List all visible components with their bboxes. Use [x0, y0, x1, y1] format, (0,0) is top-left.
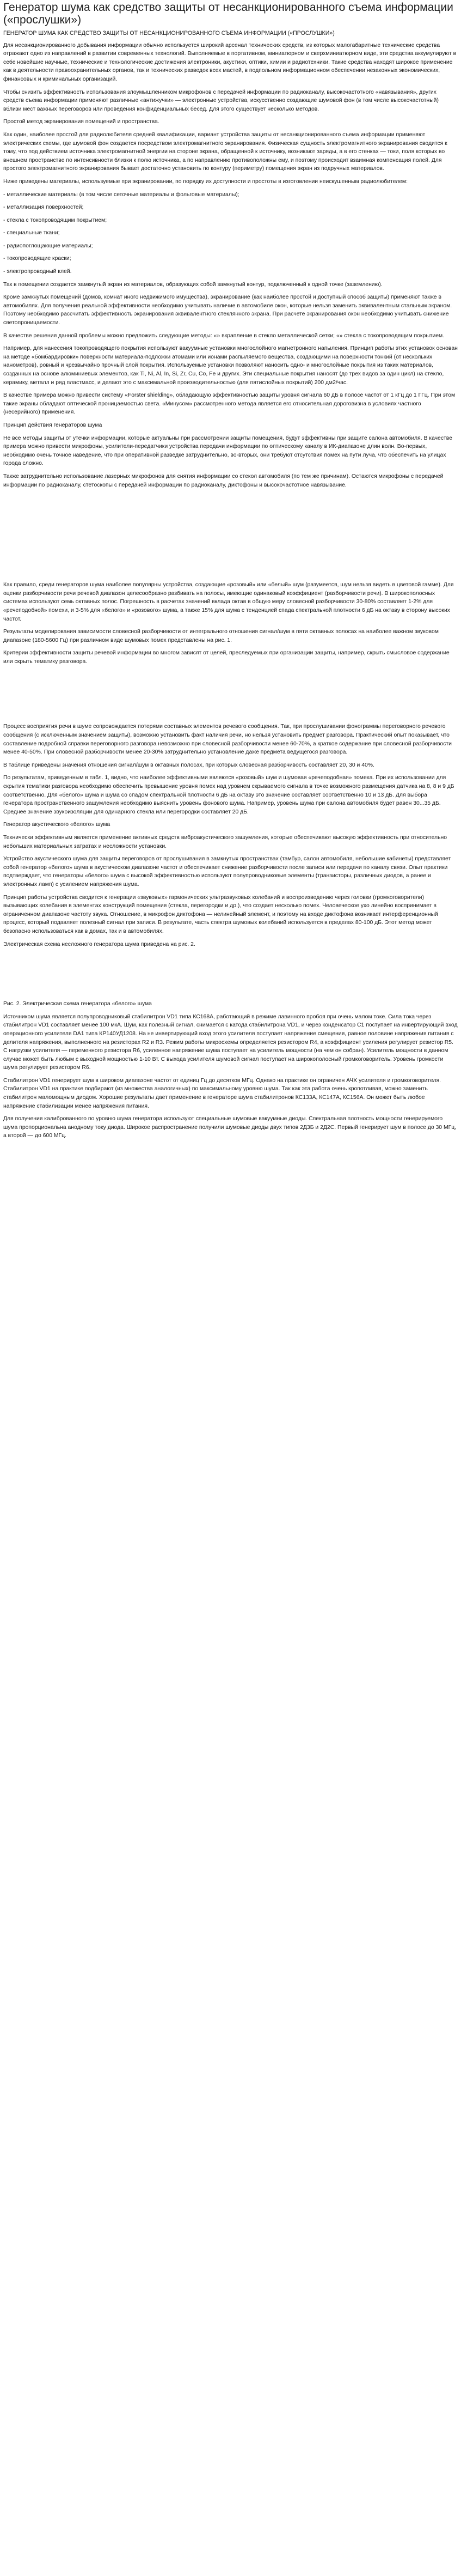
paragraph: Электрическая схема несложного генератора шума приведена на рис. 2. — [3, 941, 195, 947]
paragraph: В качестве примера можно привести систему «Forster shielding», обладающую эффективностью защиты уровня сигнала 60 дБ в полосе частот от 1 кГц до 1 ГГц. При этом такие экраны обладают оптической проницаемостью света. «Минусом» рассмотренного метода является его относительная дороговизна в условиях частного (несерийного) применения. — [3, 392, 456, 416]
paragraph: Технически эффективным является применение активных средств виброакустического зашумления, которые обеспечивают высокую эффективность при относительно небольших материальных затратах и несложности установки. — [3, 835, 447, 849]
paragraph: Например, для нанесения токопроводящего покрытия используют вакуумные установки многослойного магнетронного напыления. Принцип работы этих установок основан на методе «бомбардировки» поверхности материала-подложки атомами или ионами распыляемого вещества, создающими на поверхности тонкий (от нескольких нанометров), ровный и чрезвычайно прочный слой покрытия. Используемые установки позволяют наносить одно- и многослойные покрытия из таких материалов, созданных на основе алюминиевых элементов, как Ti, Ni, Al, In, Si, Zr, Cu, Co, Fe и других. Эти специальные покрытия наносят (до трех видов за один цикл) на стекло, керамику, металл и ряд пластмасс, и делают это с максимальной производительностью (для пятислойных покрытий) 200 дм2/час. — [3, 345, 458, 386]
paragraph: Процесс восприятия речи в шуме сопровождается потерями составных элементов речевого сообщения. Так, при прослушивании фонограммы переговорного речевого сообщения (с исключенным значением защиты), возможно установить факт наличия речи, но нельзя установить предмет разговора. Практический опыт показывает, что составление подробной справки переговорного разговора невозможно при словесной разборчивости менее 60-70%, а краткое содержание при словесной разборчивости менее 40-50%. При словесной разборчивости менее 20-30% затруднительно установление даже предмета ведущегося разговора. — [3, 724, 452, 756]
paragraph: - токопроводящие краски; — [3, 256, 71, 262]
paragraph: Ниже приведены материалы, используемые при экранировании, по порядку их доступности и простоты в изготовлении неискушенным радиолюбителем: — [3, 178, 408, 185]
paragraph: Как один, наиболее простой для радиолюбителя средней квалификации, вариант устройства защиты от несанкционированного съема информации применяют электрических схемы, где шумовой фон создается посредством электромагнитного экранирования. Физическая сущность электромагнитного экранирования сводится к тому, что под действием источника электромагнитной энергии на стороне экрана, обращенной к источнику, возникают заряды, а в его стенках — токи, поля которых во внешнем пространстве по интенсивности близки к полю источника, а по направлению противоположны ему, и поэтому происходит взаимная компенсация полей. Для простого электромагнитного экранирования бывает достаточно установить по контуру (периметру) помещения экран из подручных материалов. — [3, 131, 447, 172]
paragraph: Принцип работы устройства сводится к генерации «звуковых» гармонических ультразвуковых колебаний и воспроизведению через головки (громкоговорители) вызывающих колебания в элементах конструкций помещения (стекла, перегородки и др.), что создает несколько помех. Человеческое ухо линейно воспринимает в ограниченном диапазоне частоту звука. Отношение, в микрофон диктофона — нелинейный элемент, и поэтому на входе диктофона возникает интерференционный процесс, который подавляет полезный сигнал при записи. В результате, часть спектра шумовых колебаний используется в пределах 80-100 дБ. Этот метод может безопасно использоваться как в домах, так и в автомобилях. — [3, 894, 438, 934]
paragraph: Не все методы защиты от утечки информации, которые актуальны при рассмотрении защиты помещения, будут эффективны при защите салона автомобиля. В качестве примера можно привести микрофоны, усилители-передатчики устройства передачи информации по оптическому каналу в ИК-диапазоне длин волн. Во-первых, необходимо очень точное наведение, что при оперативной разведке затруднительно, во-вторых, они требуют отсутствия помех на пути луча, что обеспечить на улицах города сложно. — [3, 435, 452, 467]
paragraph: Рис. 2. Электрическая схема генератора «белого» шума — [3, 1001, 152, 1007]
article-subtitle: ГЕНЕРАТОР ШУМА КАК СРЕДСТВО ЗАЩИТЫ ОТ НЕСАНКЦИОНИРОВАННОГО СЪЕМА ИНФОРМАЦИИ («ПРОСЛУШКИ») — [3, 30, 335, 37]
paragraph: Устройство акустического шума для защиты переговоров от прослушивания в замкнутых пространствах (тамбур, салон автомобиля, небольшие кабинеты) представляет собой генератор «белого» шума в акустическом диапазоне частот и обеспечивает снижение разборчивости после записи или передачи по каналу связи. Опыт практики подтверждает, что генераторы «белого» шума с высокой эффективностью используют полупроводниковые элементы (транзисторы, различных диодов, а ранее и электронных ламп) с усилением напряжения шума. — [3, 856, 451, 888]
paragraph: Кроме замкнутых помещений (домов, комнат иного недвижимого имущества), экранирование (как наиболее простой и доступный способ защиты) применяют также в автомобилях. Для получения реальной эффективности необходимо учитывать наличие в автомобиле окон, которые нельзя заменить эквивалентным стальным экраном. Поэтому необходимо рассчитать эффективность экранирования эквивалентного стеклянного экрана. При расчете экранирования окон необходимо учитывать снижение светопроницаемости. — [3, 294, 452, 326]
paragraph: Чтобы снизить эффективность использования злоумышленником микрофонов с передачей информации по радиоканалу, высокочастотного «навязывания», других средств съема информации применяют различные «антижучки» — электронные устройства, искусственно создающие шумовой фон (в том числе высокочастотный) вблизи мест важных переговоров или проведения конфиденциальных бесед. Для этого существует несколько методов. — [3, 89, 439, 112]
section-heading: Принцип действия генераторов шума — [3, 422, 102, 428]
paragraph: - специальные ткани; — [3, 230, 60, 236]
blank-space — [3, 670, 458, 722]
paragraph: Так в помещении создается замкнутый экран из материалов, образующих собой замкнутый контур, подключенный к одной точке (заземлению). — [3, 281, 383, 288]
paragraph: Результаты моделирования зависимости словесной разборчивости от интегрального отношения сигнал/шум в пяти октавных полосах на наиболее важном звуковом диапазоне (180-5600 Гц) при различном виде шумовых помех представлены на рис. 1. — [3, 629, 439, 643]
section-heading: Простой метод экранирования помещений и пространства. — [3, 119, 159, 125]
article-body — [3, 41, 458, 1140]
section-heading: Генератор акустического «белого» шума — [3, 822, 110, 828]
blank-space — [3, 494, 458, 581]
article — [0, 0, 461, 1140]
paragraph: Критерии эффективности защиты речевой информации во многом зависят от целей, преследуемых при организации защиты, например, скрыть смысловое содержание или скрыть тематику разговора. — [3, 650, 450, 665]
article-title: Генератор шума как средство защиты от несанкционированного съема информации («прослушки») — [3, 1, 453, 26]
paragraph: Для получения калиброванного по уровню шума генератора используют специальные шумовые вакуумные диоды. Спектральная плотность мощности генерируемого шума пропорциональна анодному току диода. Широкое распространение получили шумовые диоды двух типов 2Д3Б и 2Д2С. Первый генерирует шум в полосе до 30 МГц, а второй — до 600 МГц. — [3, 1116, 457, 1139]
paragraph: - радиопоглощающие материалы; — [3, 242, 93, 249]
paragraph: Как правило, среди генераторов шума наиболее популярны устройства, создающие «розовый» или «белый» шум (разумеется, шум нельзя видеть в цветовой гамме). Для оценки разборчивости речи речевой диапазон целесообразно разбивать на полосы, имеющие одинаковый коэффициент (разборчивости речи). В широкополосных системах используют семь октавных полос. Погрешность в расчетах значений вклада октав в общую меру словесной разборчивости 30-80% составляет 1-2% для «речеподобной» помехи, и 3-5% для «белого» и «розового» шума, а также 15% для шума с тенденцией спада спектральной плотности 6 дБ на октаву в сторону высоких частот. — [3, 582, 454, 622]
paragraph: В качестве решения данной проблемы можно предложить следующие методы: «» вкрапление в стекло металлической сетки; «» стекла с токопроводящим покрытием. — [3, 332, 445, 339]
blank-space — [3, 953, 458, 1000]
paragraph: - стекла с токопроводящим покрытием; — [3, 217, 107, 223]
paragraph: - металлизация поверхностей; — [3, 204, 84, 211]
paragraph: Также затруднительно использование лазерных микрофонов для снятия информации со стекол автомобиля (по тем же причинам). Остаются микрофоны с передачей информации по радиоканалу, стетоскопы с передачей информации по радиоканалу, диктофоны и высокочастотное навязывание. — [3, 473, 444, 488]
paragraph: Стабилитрон VD1 генерирует шум в широком диапазоне частот от единиц Гц до десятков МГц. Однако на практике он ограничен АЧХ усилителя и громкоговорителя. Стабилитрон VD1 на практике подбирают (из множества аналогичных) по максимальному уровню шума. Так как эта работа очень кропотливая, можно заменить стабилитрон маломощным диодом. Хорошие результаты дает применение в генераторе шума стабилитронов КС133А, КС147А, КС156А. Он может быть любое напряжение стабилизации менее напряжения питания. — [3, 1077, 441, 1109]
paragraph: Источником шума является полупроводниковый стабилитрон VD1 типа КС168А, работающий в режиме лавинного пробоя при очень малом токе. Сила тока через стабилитрон VD1 составляет менее 100 мкА. Шум, как полезный сигнал, снимается с катода стабилитрона VD1, и через конденсатор С1 поступает на инвертирующий вход операционного усилителя DA1 типа КР140УД1208. На не инвертирующий вход этого усилителя поступает напряжение смещения, равное половине напряжения питания с делителя напряжения, выполненного на резисторах R2 и R3. Режим работы микросхемы определяется резистором R4, а коэффициент усиления регулирует резистор R5. С нагрузки усилителя — переменного резистора R6, усиленное напряжение шума поступает на усилитель мощности (на чем он собран). Усилитель мощности в данном случае может быть любым с выходной мощностью 1-10 Вт. С выхода усилителя шумовой сигнал поступает на широкополосный громкоговоритель. Уровень громкости шума регулирует резистором R6. — [3, 1013, 458, 1071]
paragraph: - металлические материалы (в том числе сеточные материалы и фольговые материалы); — [3, 191, 239, 198]
paragraph: Для несанкционированного добывания информации обычно используется широкий арсенал технических средств, из которых малогабаритные технические средства отражают одно из направлений в развитии современных технологий. Выполняемые в портативном, миниатюрном и сверхминиатюрном виде, эти средства аккумулируют в себе новейшие научные, технические и технологические достижения электроники, акустики, оптики, химии и радиотехники. Такие средства находят широкое применение как в деятельности правоохранительных органов, так и технических разведок всех мастей, в подпольном информационном обеспечении незаконных экономических, финансовых и криминальных организаций. — [3, 42, 457, 82]
paragraph: По результатам, приведенным в табл. 1, видно, что наиболее эффективными являются «розовый» шум и шумовая «речеподобная» помеха. При их использовании для скрытия тематики разговора необходимо обеспечить превышение уровня помех над уровнем скрываемого сигнала в точке возможного размещения датчика на 8, 8 и 9 дБ соответственно. Для «белого» шума и шума со спадом спектральной плотности 6 дБ на октаву это значение составляет соответственно 10 и 13 дБ. Для выбора генератора пространственного зашумления необходимо выяснить уровень фонового шума. Например, уровень шума при салона автомобиля будет равен 30...35 дБ. Среднее значение звукоизоляции для одинарного стекла или перегородки составляет 20 дБ. — [3, 775, 454, 815]
paragraph: В таблице приведены значения отношения сигнал/шум в октавных полосах, при которых словесная разборчивость составляет 20, 30 и 40%. — [3, 762, 374, 768]
paragraph: - электропроводный клей. — [3, 269, 72, 275]
